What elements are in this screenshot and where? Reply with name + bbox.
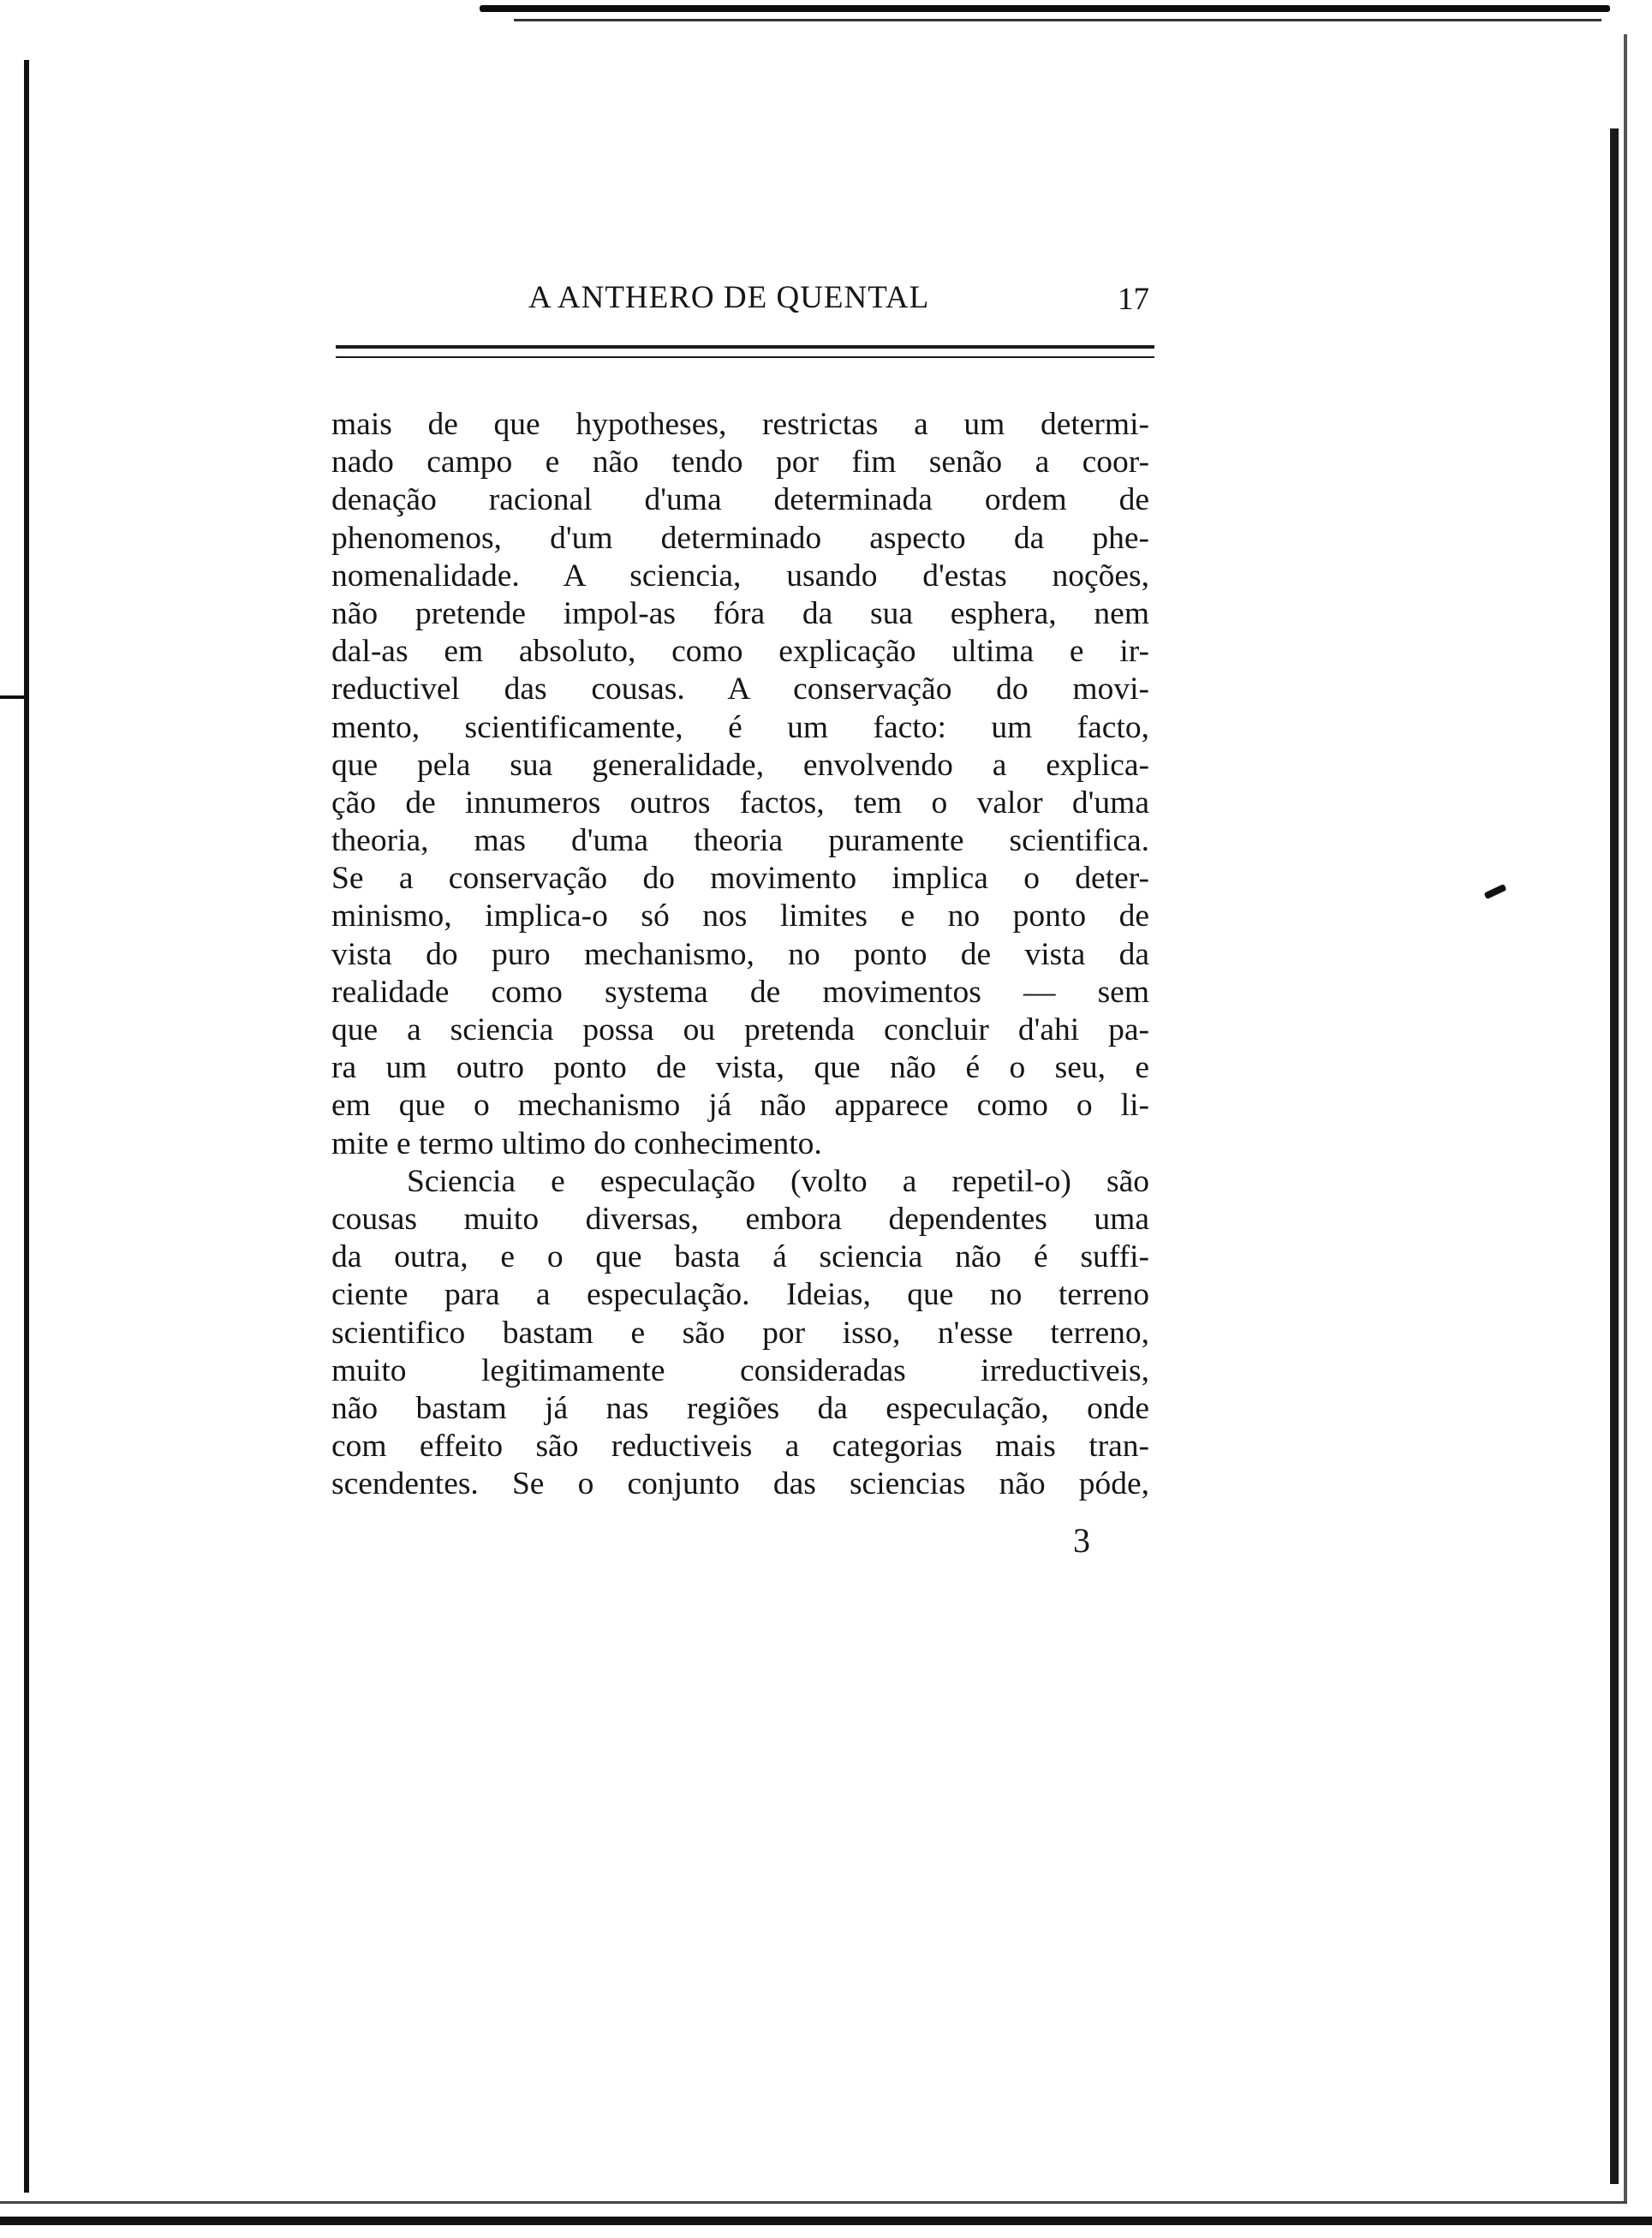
scan-edge-right-outer bbox=[1624, 34, 1627, 2201]
running-title: A ANTHERO DE QUENTAL bbox=[528, 280, 930, 315]
text-line: nomenalidade. A sciencia, usando d'estas noções, bbox=[331, 558, 1149, 594]
scan-edge-bottom-thin bbox=[0, 2201, 1627, 2204]
ink-smudge bbox=[1484, 884, 1507, 899]
running-head bbox=[336, 276, 1175, 327]
text-line: phenomenos, d'um determinado aspecto da phe- bbox=[331, 520, 1149, 556]
signature-mark: 3 bbox=[1073, 1521, 1090, 1560]
text-line-paragraph-start: Sciencia e especulação (volto a repetil-o) são bbox=[407, 1163, 1149, 1199]
text-line: scientifico bastam e são por isso, n'esse terreno, bbox=[331, 1315, 1149, 1351]
text-line: dal-as em absoluto, como explicação ultima e ir- bbox=[331, 634, 1149, 670]
body-text bbox=[331, 406, 1149, 1503]
text-line: mais de que hypotheses, restrictas a um determi- bbox=[331, 407, 1149, 442]
scan-edge-bottom bbox=[0, 2217, 1652, 2225]
text-line: theoria, mas d'uma theoria puramente scientifica. bbox=[331, 823, 1149, 859]
text-line: reductivel das cousas. A conservação do movi- bbox=[331, 671, 1149, 707]
text-line: scendentes. Se o conjunto das sciencias não póde, bbox=[331, 1466, 1149, 1502]
text-line: não pretende impol-as fóra da sua esphera, nem bbox=[331, 595, 1149, 631]
scan-edge-top bbox=[480, 5, 1610, 12]
text-line: ra um outro ponto de vista, que não é o seu, e bbox=[331, 1050, 1149, 1086]
text-line: ção de innumeros outros factos, tem o valor d'uma bbox=[331, 785, 1149, 821]
header-rule-thin bbox=[336, 356, 1154, 358]
header-rule-thick bbox=[336, 345, 1154, 349]
scan-edge-left bbox=[24, 60, 29, 2193]
text-line: minismo, implica-o só nos limites e no ponto de bbox=[331, 898, 1149, 934]
text-line: ciente para a especulação. Ideias, que no terreno bbox=[331, 1277, 1149, 1313]
text-line: nado campo e não tendo por fim senão a coor- bbox=[331, 445, 1149, 480]
text-line: cousas muito diversas, embora dependentes uma bbox=[331, 1201, 1149, 1237]
scan-edge-top-thin bbox=[514, 19, 1601, 21]
text-line: que a sciencia possa ou pretenda concluir d'ahi pa- bbox=[331, 1012, 1149, 1047]
text-line: Se a conservação do movimento implica o deter- bbox=[331, 861, 1149, 897]
text-line: com effeito são reductiveis a categorias mais tran- bbox=[331, 1429, 1149, 1465]
text-line: mite e termo ultimo do conhecimento. bbox=[331, 1125, 822, 1161]
text-line: denação racional d'uma determinada ordem de bbox=[331, 482, 1149, 518]
page-number: 17 bbox=[1118, 282, 1149, 317]
text-line: que pela sua generalidade, envolvendo a explica- bbox=[331, 747, 1149, 783]
text-line: da outra, e o que basta á sciencia não é suffi- bbox=[331, 1239, 1149, 1275]
text-line: não bastam já nas regiões da especulação, onde bbox=[331, 1390, 1149, 1426]
text-line: vista do puro mechanismo, no ponto de vista da bbox=[331, 936, 1149, 972]
text-line: realidade como systema de movimentos — sem bbox=[331, 974, 1149, 1010]
text-line: muito legitimamente consideradas irreductiveis, bbox=[331, 1352, 1149, 1388]
text-line: mento, scientificamente, é um facto: um facto, bbox=[331, 709, 1149, 745]
scan-edge-left-tick bbox=[0, 695, 26, 699]
scan-edge-right bbox=[1610, 128, 1619, 2184]
text-line: em que o mechanismo já não apparece como o li- bbox=[331, 1088, 1149, 1124]
